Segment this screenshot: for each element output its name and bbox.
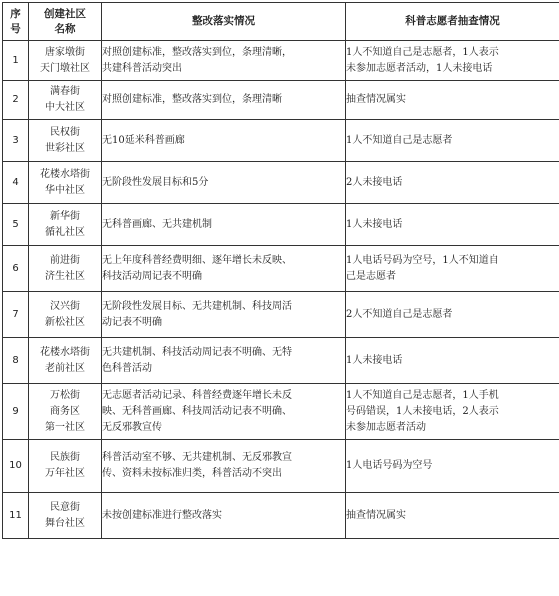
table-row <box>3 384 559 440</box>
row-number: 7 <box>3 292 29 338</box>
row-number: 6 <box>3 246 29 292</box>
check-line: 1人不知道自己是志愿者 <box>346 134 453 146</box>
community-name-line: 民意街 <box>50 501 80 513</box>
row-number: 9 <box>3 384 29 440</box>
row-number: 1 <box>3 41 29 81</box>
check-line: 未参加志愿者活动 <box>346 421 426 433</box>
row-number: 10 <box>3 440 29 493</box>
header-rectify: 整改落实情况 <box>102 3 346 41</box>
check-line: 抽查情况属实 <box>346 94 406 105</box>
rectify-status <box>102 246 346 292</box>
community-name <box>29 120 102 162</box>
community-name <box>29 384 102 440</box>
table-row <box>3 120 559 162</box>
community-name <box>29 41 102 81</box>
rectify-line: 科普活动室不够、无共建机制、无反邪教宣 <box>102 452 292 463</box>
volunteer-check <box>346 338 559 384</box>
community-name <box>29 292 102 338</box>
community-name-line: 前进街 <box>50 254 80 266</box>
rectify-line: 动记表不明确 <box>102 316 162 328</box>
rectify-status <box>102 292 346 338</box>
volunteer-check <box>346 81 559 120</box>
row-number: 8 <box>3 338 29 384</box>
check-line: 1人电话号码为空号 <box>346 460 433 471</box>
community-name-line: 花楼水塔街 <box>40 346 90 358</box>
rectify-status <box>102 384 346 440</box>
rectify-line: 无志愿者活动记录、科普经费逐年增长未反 <box>102 389 292 401</box>
rectify-line: 无上年度科普经费明细、逐年增长未反映、 <box>102 254 292 266</box>
community-name-line: 老前社区 <box>45 362 85 374</box>
header-no-text: 序号 <box>10 7 21 35</box>
community-name <box>29 81 102 120</box>
rectify-status <box>102 440 346 493</box>
rectify-status <box>102 493 346 539</box>
table-row <box>3 204 559 246</box>
rectify-line: 对照创建标准，整改落实到位，条理清晰 <box>102 94 282 105</box>
rectify-line: 映、无科普画廊、科技周活动记表不明确、 <box>102 405 292 417</box>
table-row <box>3 246 559 292</box>
volunteer-check <box>346 384 559 440</box>
volunteer-check <box>346 162 559 204</box>
rectify-line: 传、资料未按标准归类，科普活动不突出 <box>102 468 282 479</box>
community-name <box>29 440 102 493</box>
community-name-line: 华中社区 <box>45 184 85 196</box>
community-name-line: 世彩社区 <box>45 142 85 154</box>
community-name-line: 满春街 <box>50 86 80 97</box>
rectify-status <box>102 162 346 204</box>
community-name-line: 中大社区 <box>45 102 85 113</box>
header-check: 科普志愿者抽查情况 <box>346 3 559 41</box>
check-line: 1人不知道自己是志愿者，1人表示 <box>346 46 499 58</box>
header-name <box>29 3 102 41</box>
rectify-line: 无阶段性发展目标和5分 <box>102 176 209 188</box>
check-line: 1人不知道自己是志愿者，1人手机 <box>346 389 499 401</box>
rectify-line: 无阶段性发展目标、无共建机制、科技周活 <box>102 300 292 312</box>
table-row <box>3 162 559 204</box>
header-name-text: 创建社区名称 <box>44 7 86 35</box>
table-row <box>3 292 559 338</box>
community-name-line: 第一社区 <box>45 421 85 433</box>
community-name <box>29 162 102 204</box>
community-name-line: 商务区 <box>50 405 80 417</box>
community-name-line: 唐家墩街 <box>45 46 85 58</box>
community-name-line: 舞台社区 <box>45 517 85 529</box>
community-name-line: 万年社区 <box>45 468 85 479</box>
table-row <box>3 81 559 120</box>
volunteer-check <box>346 493 559 539</box>
community-name-line: 新松社区 <box>45 316 85 328</box>
community-name <box>29 338 102 384</box>
community-name <box>29 493 102 539</box>
row-number: 3 <box>3 120 29 162</box>
volunteer-check <box>346 440 559 493</box>
table-row <box>3 41 559 81</box>
volunteer-check <box>346 120 559 162</box>
check-line: 号码错误，1人未接电话，2人表示 <box>346 405 499 417</box>
table-header-row <box>3 3 559 41</box>
community-name-line: 民权街 <box>50 126 80 138</box>
table-body <box>3 41 559 539</box>
community-name-line: 天门墩社区 <box>40 62 90 74</box>
row-number: 5 <box>3 204 29 246</box>
check-line: 抽查情况属实 <box>346 509 406 521</box>
rectify-line: 对照创建标准，整改落实到位，条理清晰， <box>102 46 292 58</box>
check-line: 未参加志愿者活动，1人未接电话 <box>346 62 493 74</box>
community-name <box>29 246 102 292</box>
table-row <box>3 338 559 384</box>
table-row <box>3 440 559 493</box>
community-name-line: 循礼社区 <box>45 226 85 238</box>
rectify-line: 无科普画廊、无共建机制 <box>102 218 212 230</box>
check-line: 1人未接电话 <box>346 354 403 366</box>
row-number: 2 <box>3 81 29 120</box>
rectify-status <box>102 81 346 120</box>
rectify-line: 无10延米科普画廊 <box>102 134 185 146</box>
volunteer-check <box>346 246 559 292</box>
rectify-line: 未按创建标准进行整改落实 <box>102 509 222 521</box>
rectify-line: 科技活动周记表不明确 <box>102 270 202 282</box>
rectify-line: 无共建机制、科技活动周记表不明确、无特 <box>102 346 292 358</box>
row-number: 11 <box>3 493 29 539</box>
volunteer-check <box>346 292 559 338</box>
rectify-line: 色科普活动 <box>102 362 152 374</box>
table-row <box>3 493 559 539</box>
check-line: 1人未接电话 <box>346 218 403 230</box>
community-name-line: 万松街 <box>50 389 80 401</box>
rectify-status <box>102 120 346 162</box>
community-name <box>29 204 102 246</box>
rectify-line: 无反邪教宣传 <box>102 421 162 433</box>
volunteer-check <box>346 204 559 246</box>
header-no <box>3 3 29 41</box>
community-name-line: 民族街 <box>50 452 80 463</box>
check-line: 2人未接电话 <box>346 176 403 188</box>
community-name-line: 济生社区 <box>45 270 85 282</box>
row-number: 4 <box>3 162 29 204</box>
rectify-status <box>102 41 346 81</box>
check-line: 己是志愿者 <box>346 270 396 282</box>
rectify-status <box>102 204 346 246</box>
check-line: 2人不知道自己是志愿者 <box>346 308 453 320</box>
rectify-line: 共建科普活动突出 <box>102 62 182 74</box>
community-name-line: 新华街 <box>50 210 80 222</box>
community-name-line: 花楼水塔街 <box>40 168 90 180</box>
volunteer-check <box>346 41 559 81</box>
rectify-status <box>102 338 346 384</box>
community-table <box>2 2 559 539</box>
check-line: 1人电话号码为空号，1人不知道自 <box>346 254 499 266</box>
community-name-line: 汉兴街 <box>50 300 80 312</box>
